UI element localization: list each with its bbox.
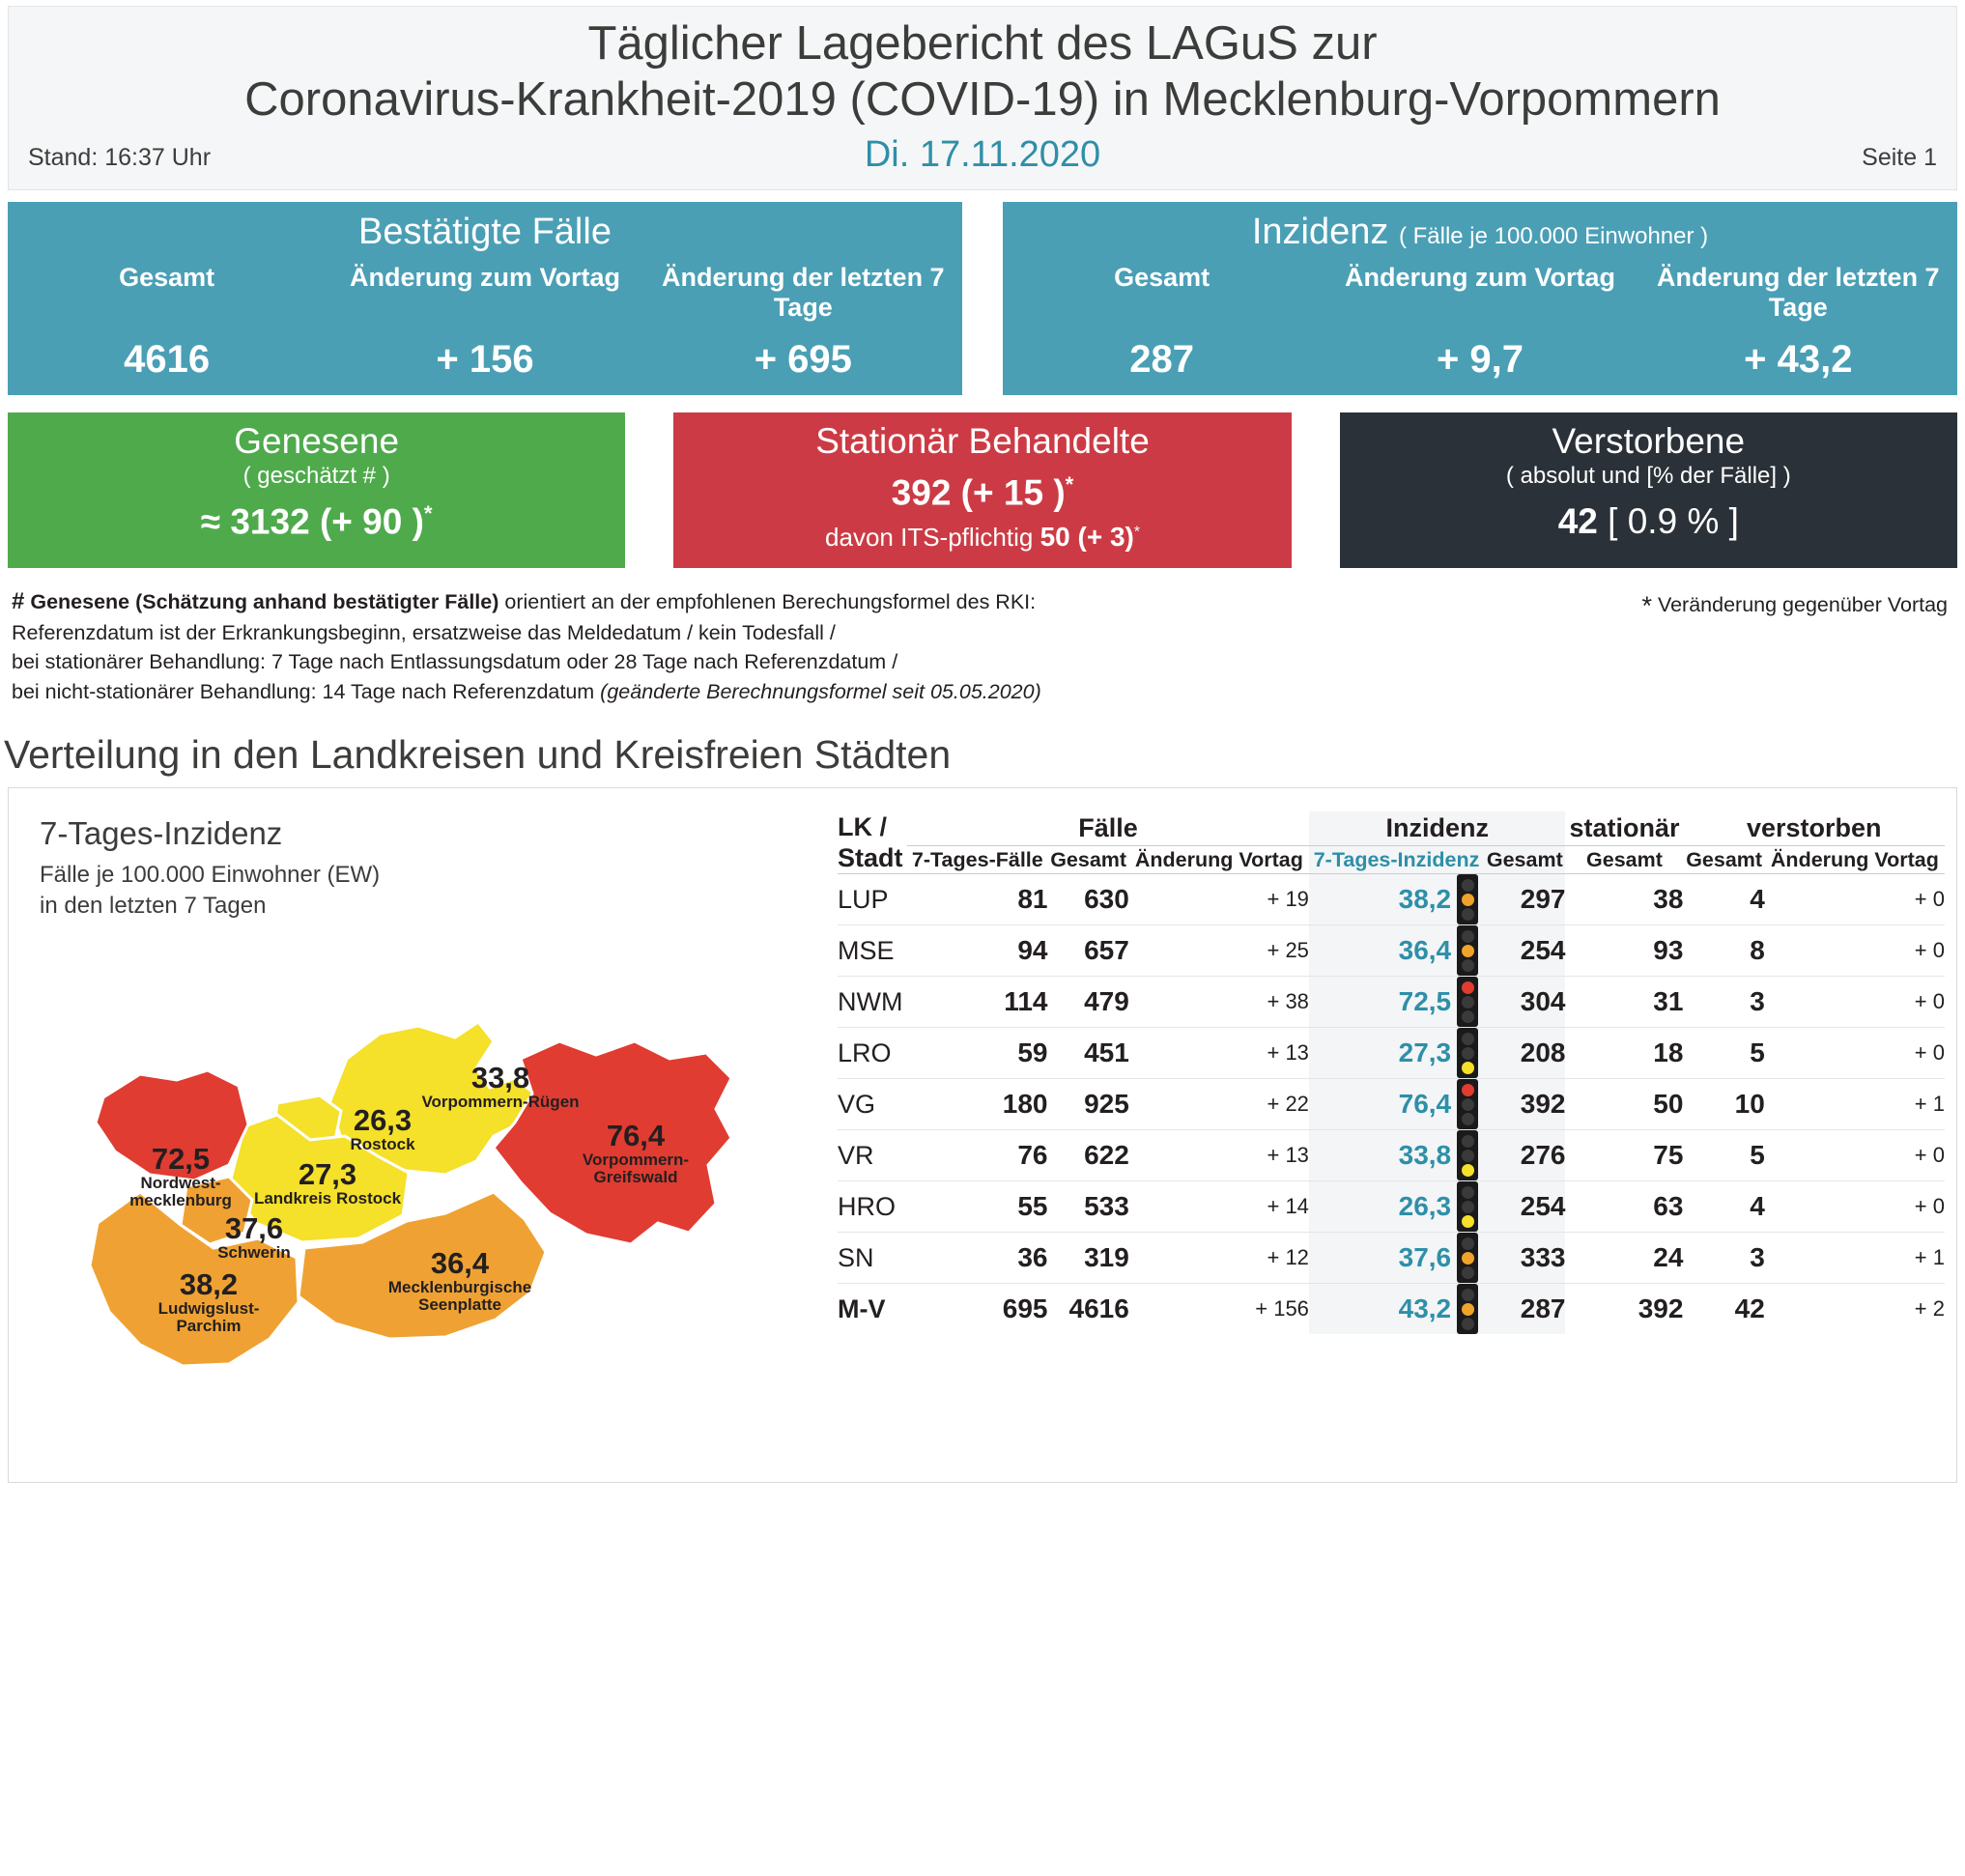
map-label-nordwestmecklenburg-value: 72,5	[151, 1141, 211, 1176]
traffic-light-red-lamp	[1462, 1289, 1474, 1301]
map-subtitle-1: Fälle je 100.000 Einwohner (EW)	[40, 861, 381, 888]
col-header-district-line2: Stadt	[838, 843, 903, 873]
traffic-light-amber-lamp	[1462, 894, 1474, 906]
kpi-cases-change-week-value: + 695	[754, 337, 852, 381]
map-label-rostock-value: 26,3	[353, 1102, 413, 1137]
traffic-light-yellow-lamp	[1462, 1266, 1474, 1279]
traffic-light-amber-lamp	[1462, 1047, 1474, 1060]
kpi-card-deceased-percent: [ 0.9 % ]	[1608, 501, 1739, 542]
cell-cases-change: + 13	[1129, 1130, 1309, 1181]
kpi-cases-total-value: 4616	[124, 337, 211, 381]
cell-deceased-change: + 0	[1765, 1181, 1945, 1233]
table-row	[838, 1284, 1945, 1335]
cell-incidence-total: 333	[1484, 1233, 1565, 1284]
traffic-light-red-lamp	[1462, 1084, 1474, 1096]
kpi-card-incidence	[1003, 202, 1957, 395]
cell-7day-cases: 36	[907, 1233, 1047, 1284]
kpi-cases-change-week-label: Änderung der letzten 7 Tage	[662, 262, 945, 322]
asterisk-marker: *	[1065, 472, 1074, 497]
kpi-card-deceased-count: 42	[1557, 501, 1598, 542]
kpi-incidence-change-week	[1639, 257, 1957, 395]
col-header-deceased-total: Gesamt	[1683, 846, 1764, 874]
table-row	[838, 1181, 1945, 1233]
map-label-landkreis-rostock-value: 27,3	[298, 1156, 357, 1191]
cell-deceased-change: + 0	[1765, 925, 1945, 977]
kpi-card-hospitalized-title: Stationär Behandelte	[815, 420, 1150, 461]
cell-deceased-total: 4	[1683, 874, 1764, 925]
kpi-incidence-change-day-label: Änderung zum Vortag	[1344, 262, 1615, 292]
kpi-card-recovered-sub: ( geschätzt # )	[242, 463, 390, 490]
kpi-card-deceased-title: Verstorbene	[1552, 420, 1746, 461]
kpi-card-incidence-title	[1003, 212, 1957, 257]
cell-7day-incidence: 26,3	[1309, 1181, 1451, 1233]
cell-incidence-total: 392	[1484, 1079, 1565, 1130]
cell-traffic-light	[1451, 1233, 1484, 1284]
map-label-schwerin-name: Schwerin	[217, 1242, 291, 1262]
cell-cases-change: + 19	[1129, 874, 1309, 925]
cell-hospital-total: 75	[1565, 1130, 1683, 1181]
kpi-cases-change-day	[326, 257, 643, 395]
table-row	[838, 874, 1945, 925]
kpi-card-hospitalized	[673, 412, 1291, 568]
hash-icon: #	[12, 587, 25, 614]
footnote-line-4b: (geänderte Berechnungsformel seit 05.05.2020)	[600, 679, 1041, 703]
map-label-vorpommern-greifswald-name: Vorpommern-Greifswald	[582, 1150, 690, 1186]
kpi-incidence-total-value: 287	[1129, 337, 1195, 381]
page-title-line1: Täglicher Lagebericht des LAGuS zur	[587, 17, 1378, 70]
cell-traffic-light	[1451, 1130, 1484, 1181]
kpi-incidence-change-week-label: Änderung der letzten 7 Tage	[1657, 262, 1940, 322]
cell-traffic-light	[1451, 1028, 1484, 1079]
footnote-line-1-bold: Genesene (Schätzung anhand bestätigter Fälle)	[30, 589, 499, 613]
kpi-cases-change-day-value: + 156	[436, 337, 534, 381]
map-label-nordwestmecklenburg-name: Nordwest-mecklenburg	[129, 1173, 232, 1209]
col-header-7day-cases: 7-Tages-Fälle	[907, 846, 1047, 874]
cell-district: LRO	[838, 1028, 907, 1079]
cell-traffic-light	[1451, 1284, 1484, 1335]
cell-cases-total: 4616	[1068, 1293, 1129, 1324]
kpi-card-icu-label: davon ITS-pflichtig	[825, 522, 1034, 552]
cell-district: VG	[838, 1079, 907, 1130]
districts-table-head	[838, 811, 1945, 874]
kpi-card-deceased	[1340, 412, 1957, 568]
report-header	[8, 6, 1957, 190]
col-group-inzidenz: Inzidenz	[1309, 811, 1566, 846]
map-label-rostock-name: Rostock	[350, 1134, 415, 1153]
cell-cases-change: + 38	[1129, 977, 1309, 1028]
footnote-line-4a: bei nicht-stationärer Behandlung: 14 Tage nach Referenzdatum	[12, 679, 601, 703]
report-timestamp: Stand: 16:37 Uhr	[28, 143, 212, 171]
cell-7day-cases: 81	[907, 874, 1047, 925]
cell-7day-incidence: 37,6	[1309, 1233, 1451, 1284]
cell-hospital-total: 50	[1565, 1079, 1683, 1130]
map-label-mecklenburgische-seenplatte-value: 36,4	[430, 1245, 490, 1280]
col-header-7day-incidence: 7-Tages-Inzidenz	[1309, 846, 1484, 874]
cell-district: VR	[838, 1130, 907, 1181]
footnote-recovered	[12, 585, 1074, 707]
table-row	[838, 1130, 1945, 1181]
traffic-light-red-lamp	[1462, 1237, 1474, 1250]
col-header-incidence-total: Gesamt	[1484, 846, 1565, 874]
cell-hospital-total: 63	[1565, 1181, 1683, 1233]
cell-deceased-change: + 0	[1765, 874, 1945, 925]
kpi-card-recovered-value-text: ≈ 3132 (+ 90 )	[200, 501, 424, 542]
kpi-row-primary	[8, 202, 1957, 395]
kpi-card-recovered	[8, 412, 625, 568]
footnote-line-1-rest: orientiert an der empfohlenen Berechungsformel des RKI:	[498, 589, 1037, 613]
map-label-vorpommern-ruegen-value: 33,8	[470, 1060, 530, 1094]
cell-cases-total: 925	[1047, 1079, 1128, 1130]
map-label-landkreis-rostock-name: Landkreis Rostock	[253, 1188, 402, 1208]
kpi-cases-total	[8, 257, 326, 395]
kpi-incidence-total-label: Gesamt	[1114, 262, 1210, 292]
cell-district: M-V	[838, 1293, 886, 1323]
traffic-light-yellow-lamp	[1462, 1113, 1474, 1125]
kpi-card-confirmed-cases	[8, 202, 962, 395]
kpi-card-recovered-title: Genesene	[234, 420, 400, 461]
cell-district: NWM	[838, 977, 907, 1028]
col-header-district	[838, 811, 907, 874]
cell-deceased-total: 3	[1683, 1233, 1764, 1284]
kpi-incidence-change-day	[1321, 257, 1638, 395]
kpi-card-confirmed-cases-title: Bestätigte Fälle	[358, 211, 612, 252]
kpi-card-deceased-sub: ( absolut und [% der Fälle] )	[1505, 463, 1791, 490]
cell-district: HRO	[838, 1181, 907, 1233]
map-region-nordwestmecklenburg[interactable]	[96, 1070, 248, 1180]
map-label-vorpommern-greifswald-value: 76,4	[606, 1118, 666, 1152]
map-label-schwerin-value: 37,6	[224, 1210, 284, 1245]
report-date: Di. 17.11.2020	[864, 133, 1101, 175]
traffic-light-red-lamp	[1462, 879, 1474, 892]
traffic-light-red-lamp	[1462, 981, 1474, 994]
col-header-hospital-total: Gesamt	[1565, 846, 1683, 874]
col-header-deceased-change: Änderung Vortag	[1765, 846, 1945, 874]
footnote-asterisk-text: Veränderung gegenüber Vortag	[1657, 592, 1948, 616]
traffic-light-icon	[1457, 1079, 1478, 1129]
cell-deceased-total: 3	[1683, 977, 1764, 1028]
cell-7day-cases: 695	[1002, 1293, 1048, 1324]
cell-7day-incidence: 72,5	[1309, 977, 1451, 1028]
page-title	[26, 16, 1939, 128]
map-subtitle-2: in den letzten 7 Tagen	[40, 892, 267, 919]
cell-cases-total: 533	[1047, 1181, 1128, 1233]
traffic-light-yellow-lamp	[1462, 1010, 1474, 1023]
asterisk-marker: *	[1133, 523, 1140, 540]
footnote-line-4	[12, 677, 1074, 707]
traffic-light-yellow-lamp	[1462, 1164, 1474, 1177]
cell-district: LUP	[838, 874, 907, 925]
kpi-row-secondary	[8, 412, 1957, 568]
cell-traffic-light	[1451, 977, 1484, 1028]
cell-cases-change: + 22	[1129, 1079, 1309, 1130]
traffic-light-yellow-lamp	[1462, 959, 1474, 972]
cell-incidence-total: 304	[1484, 977, 1565, 1028]
col-group-faelle: Fälle	[907, 811, 1309, 846]
cell-cases-change: + 13	[1129, 1028, 1309, 1079]
traffic-light-amber-lamp	[1462, 945, 1474, 957]
incidence-map	[40, 933, 803, 1435]
cell-hospital-total: 93	[1565, 925, 1683, 977]
districts-table	[838, 811, 1945, 1335]
cell-deceased-change: + 0	[1765, 1130, 1945, 1181]
cell-hospital-total: 38	[1565, 874, 1683, 925]
footnote-line-2: Referenzdatum ist der Erkrankungsbeginn, ersatzweise das Meldedatum / kein Todesfall /	[12, 620, 836, 644]
cell-deceased-total: 4	[1683, 1181, 1764, 1233]
traffic-light-red-lamp	[1462, 1033, 1474, 1045]
cell-incidence-total: 254	[1484, 1181, 1565, 1233]
cell-7day-incidence: 76,4	[1309, 1079, 1451, 1130]
cell-deceased-total: 8	[1683, 925, 1764, 977]
cell-deceased-change: + 1	[1765, 1233, 1945, 1284]
cell-deceased-change: + 0	[1765, 977, 1945, 1028]
cell-cases-change: + 25	[1129, 925, 1309, 977]
map-svg	[40, 933, 803, 1435]
kpi-card-icu	[673, 522, 1291, 553]
cell-district: MSE	[838, 925, 907, 977]
cell-cases-total: 479	[1047, 977, 1128, 1028]
cell-cases-change: + 156	[1255, 1296, 1309, 1322]
col-group-stationaer: stationär	[1565, 811, 1683, 846]
traffic-light-icon	[1457, 1028, 1478, 1078]
traffic-light-amber-lamp	[1462, 1098, 1474, 1111]
cell-cases-total: 630	[1047, 874, 1128, 925]
cell-incidence-total: 208	[1484, 1028, 1565, 1079]
kpi-incidence-change-day-value: + 9,7	[1436, 337, 1524, 381]
map-title: 7-Tages-Inzidenz	[40, 814, 283, 851]
cell-7day-incidence: 36,4	[1309, 925, 1451, 977]
kpi-incidence-total	[1003, 257, 1321, 395]
cell-traffic-light	[1451, 925, 1484, 977]
cell-hospital-total: 392	[1638, 1293, 1684, 1324]
cell-hospital-total: 31	[1565, 977, 1683, 1028]
cell-incidence-total: 287	[1484, 1284, 1565, 1335]
table-row	[838, 1079, 1945, 1130]
cell-cases-total: 451	[1047, 1028, 1128, 1079]
asterisk-icon: *	[1641, 590, 1652, 620]
cell-traffic-light	[1451, 1181, 1484, 1233]
cell-traffic-light	[1451, 1079, 1484, 1130]
cell-7day-incidence: 33,8	[1309, 1130, 1451, 1181]
cell-7day-incidence: 43,2	[1309, 1284, 1451, 1335]
traffic-light-yellow-lamp	[1462, 1062, 1474, 1074]
traffic-light-icon	[1457, 874, 1478, 924]
footnote-asterisk	[1641, 591, 1948, 621]
cell-hospital-total: 24	[1565, 1233, 1683, 1284]
traffic-light-icon	[1457, 1181, 1478, 1232]
col-header-cases-total: Gesamt	[1047, 846, 1128, 874]
table-row	[838, 1028, 1945, 1079]
kpi-card-incidence-title-sub: ( Fälle je 100.000 Einwohner )	[1398, 222, 1709, 249]
cell-7day-incidence: 27,3	[1309, 1028, 1451, 1079]
cell-deceased-total: 5	[1683, 1130, 1764, 1181]
cell-incidence-total: 276	[1484, 1130, 1565, 1181]
cell-deceased-change: + 1	[1765, 1079, 1945, 1130]
cell-incidence-total: 297	[1484, 874, 1565, 925]
cell-cases-total: 657	[1047, 925, 1128, 977]
cell-7day-cases: 59	[907, 1028, 1047, 1079]
cell-cases-total: 622	[1047, 1130, 1128, 1181]
cell-7day-incidence: 38,2	[1309, 874, 1451, 925]
map-label-mecklenburgische-seenplatte-name: Mecklenburgische Seenplatte	[387, 1277, 532, 1314]
districts-panel	[8, 787, 1957, 1483]
table-row	[838, 1233, 1945, 1284]
traffic-light-icon	[1457, 1130, 1478, 1180]
districts-table-group-row	[838, 811, 1945, 846]
traffic-light-icon	[1457, 1284, 1478, 1334]
cell-7day-cases: 76	[907, 1130, 1047, 1181]
footnote-line-1	[12, 585, 1074, 618]
col-group-verstorben: verstorben	[1683, 811, 1945, 846]
table-row	[838, 925, 1945, 977]
kpi-cases-change-week	[644, 257, 962, 395]
cell-cases-total: 319	[1047, 1233, 1128, 1284]
districts-table-body	[838, 874, 1945, 1335]
footnotes	[12, 585, 1953, 711]
page-title-line2: Coronavirus-Krankheit-2019 (COVID-19) in Mecklenburg-Vorpommern	[244, 72, 1721, 126]
districts-table-sub-row	[838, 846, 1945, 874]
kpi-card-recovered-value	[8, 501, 625, 542]
cell-7day-cases: 180	[907, 1079, 1047, 1130]
kpi-card-deceased-value	[1340, 501, 1957, 542]
kpi-card-icu-value: 50 (+ 3)	[1039, 521, 1134, 552]
table-row	[838, 977, 1945, 1028]
traffic-light-icon	[1457, 925, 1478, 976]
page-number: Seite 1	[1862, 143, 1937, 171]
map-label-vorpommern-ruegen-name: Vorpommern-Rügen	[421, 1092, 580, 1111]
traffic-light-red-lamp	[1462, 930, 1474, 943]
kpi-cases-total-label: Gesamt	[119, 262, 215, 292]
map-label-ludwigslust-parchim-name: Ludwigslust-Parchim	[157, 1298, 260, 1335]
cell-7day-cases: 114	[907, 977, 1047, 1028]
cell-incidence-total: 254	[1484, 925, 1565, 977]
districts-table-pane	[820, 788, 1956, 1482]
cell-traffic-light	[1451, 874, 1484, 925]
cell-cases-change: + 14	[1129, 1181, 1309, 1233]
cell-cases-change: + 12	[1129, 1233, 1309, 1284]
col-header-district-line1: LK /	[838, 811, 887, 841]
kpi-cases-change-day-label: Änderung zum Vortag	[349, 262, 620, 292]
map-pane	[9, 788, 820, 1482]
traffic-light-amber-lamp	[1462, 1150, 1474, 1162]
cell-district: SN	[838, 1233, 907, 1284]
traffic-light-icon	[1457, 1233, 1478, 1283]
traffic-light-red-lamp	[1462, 1135, 1474, 1148]
kpi-card-incidence-title-main: Inzidenz	[1251, 211, 1389, 252]
kpi-incidence-change-week-value: + 43,2	[1744, 337, 1853, 381]
cell-deceased-total: 5	[1683, 1028, 1764, 1079]
traffic-light-amber-lamp	[1462, 1252, 1474, 1265]
traffic-light-red-lamp	[1462, 1186, 1474, 1199]
map-label-ludwigslust-parchim-value: 38,2	[179, 1266, 239, 1301]
cell-deceased-total: 42	[1734, 1293, 1765, 1324]
section-title: Verteilung in den Landkreisen und Kreisfreien Städten	[4, 731, 952, 777]
traffic-light-yellow-lamp	[1462, 908, 1474, 921]
cell-7day-cases: 55	[907, 1181, 1047, 1233]
cell-hospital-total: 18	[1565, 1028, 1683, 1079]
asterisk-marker: *	[423, 501, 433, 526]
map-region-vorpommern-greifswald[interactable]	[494, 1041, 731, 1244]
cell-7day-cases: 94	[907, 925, 1047, 977]
traffic-light-amber-lamp	[1462, 996, 1474, 1009]
traffic-light-amber-lamp	[1462, 1303, 1474, 1316]
traffic-light-yellow-lamp	[1462, 1318, 1474, 1330]
kpi-card-hospitalized-value	[673, 472, 1291, 513]
traffic-light-amber-lamp	[1462, 1201, 1474, 1213]
cell-deceased-change: + 2	[1914, 1296, 1945, 1322]
traffic-light-yellow-lamp	[1462, 1215, 1474, 1228]
cell-deceased-total: 10	[1683, 1079, 1764, 1130]
kpi-card-hospitalized-value-text: 392 (+ 15 )	[891, 472, 1066, 513]
cell-deceased-change: + 0	[1765, 1028, 1945, 1079]
col-header-cases-change: Änderung Vortag	[1129, 846, 1309, 874]
traffic-light-icon	[1457, 977, 1478, 1027]
footnote-line-3: bei stationärer Behandlung: 7 Tage nach Entlassungsdatum oder 28 Tage nach Referenzdatum /	[12, 650, 898, 674]
